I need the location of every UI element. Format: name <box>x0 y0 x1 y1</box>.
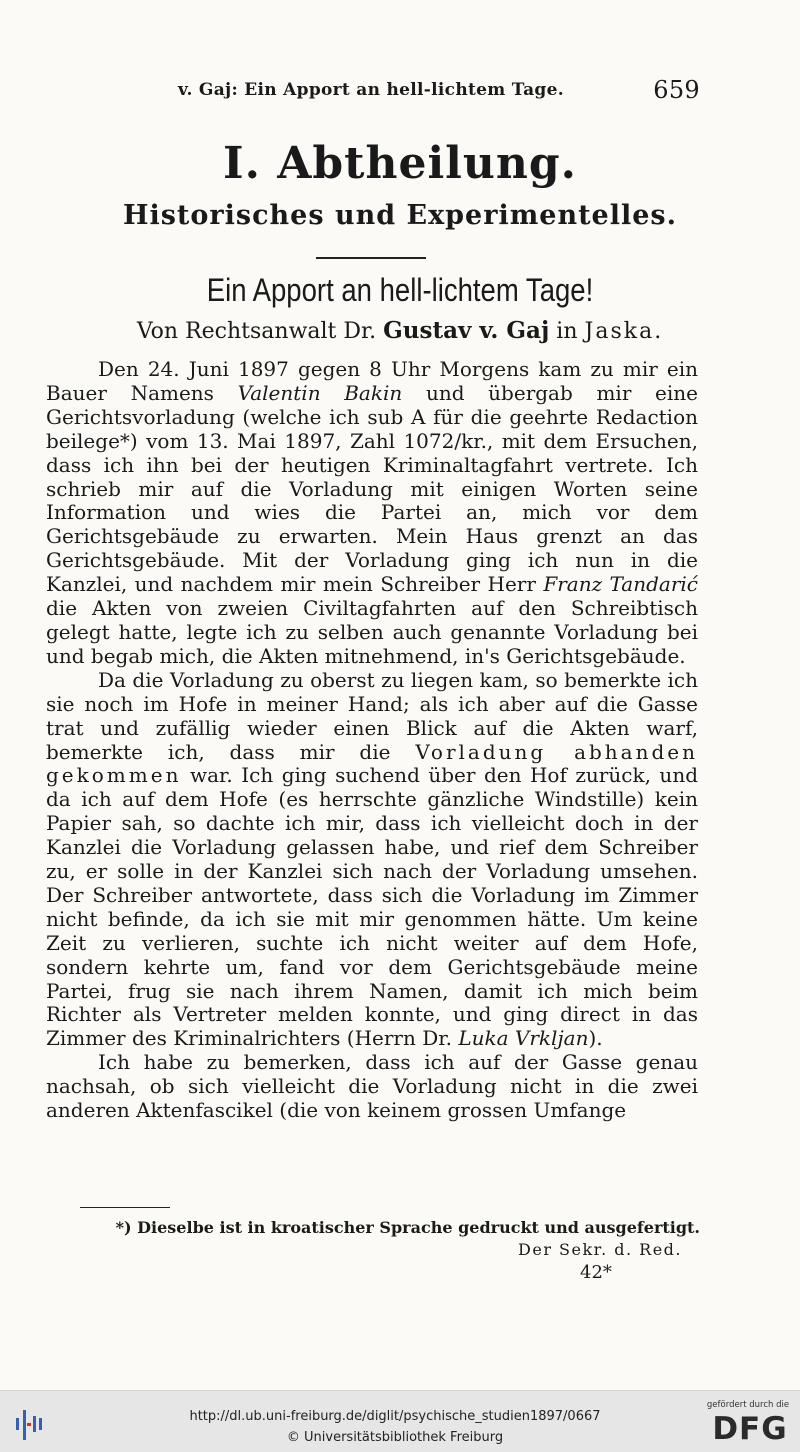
author-place: Jaska. <box>584 319 664 344</box>
paragraph-1 <box>46 358 698 669</box>
p1-name-tandaric: Franz Tandarić <box>543 572 698 597</box>
section-subtitle: Historisches und Experimentelles. <box>122 200 678 231</box>
footnote-rule <box>80 1207 170 1208</box>
p2-name-vrkljan: Luka Vrkljan <box>458 1026 589 1051</box>
section-title: I. Abtheilung. <box>223 138 577 189</box>
p2-text-3: ). <box>588 1026 603 1051</box>
permalink-url[interactable]: http://dl.ub.uni-freiburg.de/diglit/psychische_studien1897/0667 <box>189 1409 601 1424</box>
dfg-logo: DFG <box>712 1411 788 1447</box>
byline <box>60 317 740 344</box>
p1-text-3: die Akten von zweien Civiltagfahrten auf den Schreibtisch gelegt hatte, legte ich zu selben auch genannte Vorladung bei und begab mich, die Akten mitnehmend, in's Gerichtsgebäude. <box>46 596 698 668</box>
running-head-title: v. Gaj: Ein Apport an hell-lichtem Tage. <box>178 80 564 100</box>
byline-prefix: Von Rechtsanwalt Dr. <box>136 319 377 344</box>
footnote: *) Dieselbe ist in kroatischer Sprache gedruckt und ausgefertigt. <box>115 1218 700 1237</box>
footnote-signature: Der Sekr. d. Red. <box>518 1240 682 1259</box>
p2-text-1: Da die Vorladung zu oberst zu liegen kam, so bemerkte ich sie noch im Hofe in meiner Hand; als ich aber auf die Gasse trat und zufällig wieder einen Blick auf die Akten warf, bemerkte ich, dass mir die <box>46 667 698 764</box>
p1-name-bakin: Valentin Bakin <box>237 380 403 405</box>
p2-spaced-text: Vorladung abhanden gekommen <box>46 739 699 788</box>
paragraph-3: Ich habe zu bemerken, dass ich auf der Gasse genau nachsah, ob sich vielleicht die Vorladung nicht in die zwei anderen Aktenfascikel (die von keinem grossen Umfange <box>46 1050 698 1123</box>
printer-signature: 42* <box>580 1262 612 1283</box>
dfg-caption: gefördert durch die <box>706 1400 790 1410</box>
page-number: 659 <box>653 76 700 104</box>
copyright-notice: © Universitätsbibliothek Freiburg <box>286 1430 504 1445</box>
author-name: Gustav v. Gaj <box>383 317 550 344</box>
p2-text-2: war. Ich ging suchend über den Hof zurück, und da ich auf dem Hofe (es herrschte gänzliche Windstille) kein Papier sah, so dachte ich mir, dass ich vielleicht doch in der Kanzlei die Vorladung gelassen habe, und rief dem Schreiber zu, er solle in der Kanzlei sich nach der Vorladung umsehen. Der Schreiber antwortete, dass sich die Vorladung im Zimmer nicht befinde, da ich sie mit mir genommen hätte. Um keine Zeit zu verlieren, suchte ich nicht weiter auf dem Hofe, sondern kehrte um, fand vor dem Gerichtsgebäude meine Partei, frug sie nach ihrem Namen, damit ich mich beim Richter als Vertreter melden konnte, und ging direct in das Zimmer des Kriminalrichters (Herrn Dr. <box>46 763 698 1051</box>
p1-text-2: und übergab mir eine Gerichtsvorladung (welche ich sub A für die geehrte Redaction beilege*) vom 13. Mai 1897, Zahl 1072/kr., mit dem Ersuchen, dass ich ihn bei der heutigen Kriminaltagfahrt vertrete. Ich schrieb mir auf die Vorladung mit einigen Worten seine Information und wies die Partei an, mich vor dem Gerichtsgebäude zu erwarten. Mein Haus grenzt an das Gerichtsgebäude. Mit der Vorladung ging ich nun in die Kanzlei, und nachdem mir mein Schreiber Herr <box>46 380 698 597</box>
article-title: Ein Apport an hell-lichtem Tage! <box>206 272 594 308</box>
byline-in: in <box>556 319 578 344</box>
running-head <box>160 78 700 108</box>
p1-text-1: Den 24. Juni 1897 gegen 8 Uhr Morgens kam zu mir ein Bauer Namens <box>46 357 698 405</box>
article-body <box>46 358 698 1123</box>
title-divider <box>316 257 426 259</box>
paragraph-2 <box>46 669 698 1052</box>
